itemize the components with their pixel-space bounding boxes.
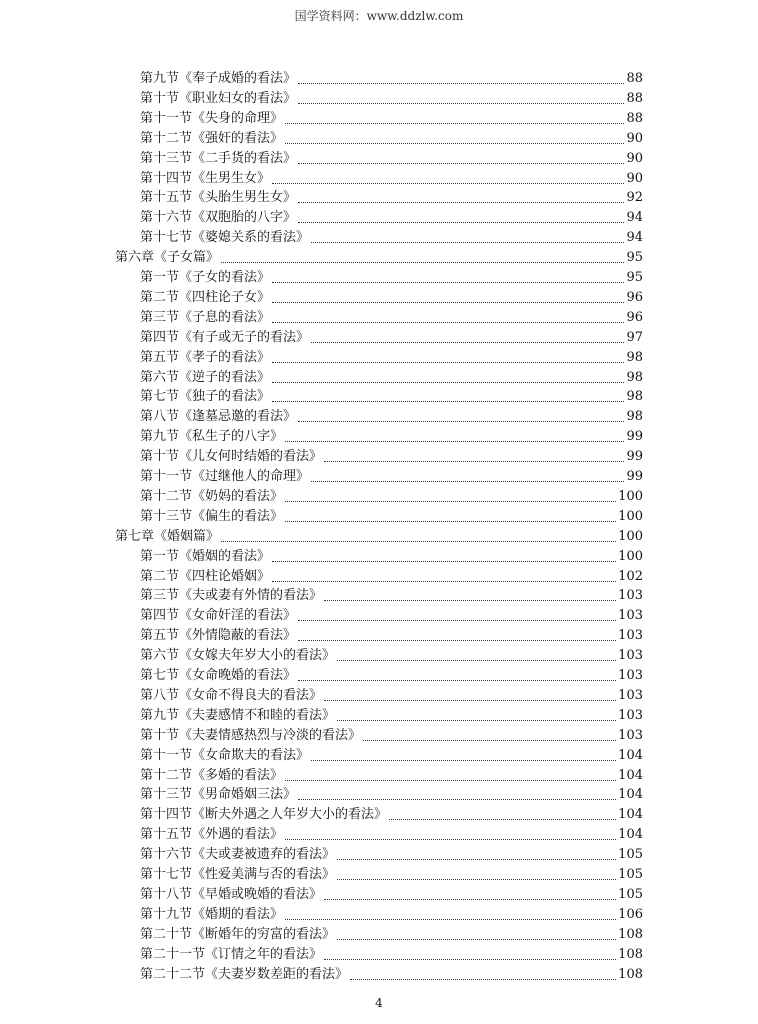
- toc-entry-page: 92: [626, 190, 643, 206]
- toc-entry-page: 103: [618, 588, 643, 604]
- toc-entry-page: 100: [618, 528, 643, 544]
- toc-entry-page: 103: [618, 668, 643, 683]
- toc-entry-title: 第一节《子女的看法》: [140, 270, 271, 285]
- dot-leader: [337, 858, 616, 860]
- toc-section-entry[interactable]: [140, 945, 643, 965]
- dot-leader: [298, 221, 624, 223]
- toc-section-entry[interactable]: [140, 825, 643, 845]
- dot-leader: [285, 520, 616, 522]
- toc-section-entry[interactable]: [140, 865, 643, 885]
- dot-leader: [272, 182, 624, 184]
- toc-entry-page: 103: [618, 727, 643, 743]
- toc-entry-title: 第二十二节《夫妻岁数差距的看法》: [140, 966, 349, 982]
- toc-entry-title: 第七节《独子的看法》: [140, 389, 271, 405]
- toc-entry-page: 100: [618, 508, 643, 524]
- toc-entry-title: 第十节《职业妇女的看法》: [140, 90, 297, 106]
- toc-entry-page: 97: [626, 329, 643, 345]
- dot-leader: [350, 978, 616, 980]
- toc-entry-title: 第十三节《二手货的看法》: [140, 150, 297, 166]
- toc-section-entry[interactable]: [140, 586, 643, 606]
- toc-section-entry[interactable]: [140, 228, 643, 248]
- toc-section-entry[interactable]: [140, 766, 643, 786]
- toc-section-entry[interactable]: [140, 169, 643, 189]
- toc-section-entry[interactable]: [140, 447, 643, 467]
- toc-entry-title: 第十三节《男命婚姻三法》: [140, 787, 297, 803]
- toc-entry-page: 103: [618, 648, 643, 664]
- dot-leader: [272, 321, 624, 323]
- dot-leader: [311, 480, 624, 482]
- toc-entry-page: 105: [618, 847, 643, 863]
- toc-entry-title: 第三节《子息的看法》: [140, 309, 271, 325]
- toc-section-entry[interactable]: [140, 606, 643, 626]
- dot-leader: [272, 361, 624, 363]
- dot-leader: [285, 122, 624, 124]
- dot-leader: [285, 440, 624, 442]
- toc-entry-page: 88: [626, 110, 643, 126]
- toc-entry-title: 第二节《四柱论子女》: [140, 289, 271, 305]
- toc-entry-page: 100: [618, 488, 643, 504]
- toc-entry-title: 第十五节《外遇的看法》: [140, 827, 284, 843]
- dot-leader: [298, 798, 616, 800]
- toc-entry-page: 90: [626, 150, 643, 166]
- toc-section-entry[interactable]: [140, 805, 643, 825]
- dot-leader: [311, 759, 616, 761]
- toc-entry-title: 第九节《夫妻感情不和睦的看法》: [140, 707, 336, 723]
- dot-leader: [298, 619, 616, 621]
- toc-entry-title: 第五节《外情隐蔽的看法》: [140, 628, 297, 644]
- toc-entry-title: 第八节《逢墓忌邀的看法》: [140, 409, 297, 425]
- toc-section-entry[interactable]: [140, 149, 643, 169]
- toc-entry-page: 98: [626, 349, 643, 365]
- dot-leader: [285, 500, 616, 502]
- toc-section-entry[interactable]: [140, 407, 643, 427]
- toc-entry-title: 第二十一节《订情之年的看法》: [140, 946, 323, 962]
- dot-leader: [298, 679, 616, 681]
- toc-section-entry[interactable]: [140, 268, 643, 288]
- toc-entry-title: 第二十节《断婚年的穷富的看法》: [140, 926, 336, 942]
- toc-entry-title: 第八节《女命不得良夫的看法》: [140, 687, 323, 703]
- toc-entry-page: 105: [618, 886, 643, 902]
- toc-entry-page: 98: [626, 369, 643, 385]
- toc-entry-title: 第十二节《多婚的看法》: [140, 767, 284, 783]
- toc-entry-title: 第十六节《双胞胎的八字》: [140, 210, 297, 226]
- dot-leader: [337, 878, 616, 880]
- toc-entry-title: 第十一节《失身的命理》: [140, 110, 284, 126]
- toc-entry-page: 99: [626, 449, 643, 465]
- dot-leader: [363, 739, 616, 741]
- toc-entry-page: 103: [618, 608, 643, 624]
- dot-leader: [324, 699, 616, 701]
- toc-entry-title: 第十二节《强奸的看法》: [140, 130, 284, 146]
- toc-entry-page: 94: [626, 230, 643, 246]
- toc-entry-title: 第十七节《性爱美满与否的看法》: [140, 867, 336, 882]
- toc-section-entry[interactable]: [140, 288, 643, 308]
- toc-entry-page: 108: [618, 926, 643, 942]
- toc-entry-title: 第三节《夫或妻有外情的看法》: [140, 588, 323, 604]
- toc-section-entry[interactable]: [140, 746, 643, 766]
- toc-entry-page: 108: [618, 946, 643, 962]
- toc-section-entry[interactable]: [140, 706, 643, 726]
- toc-entry-page: 98: [626, 409, 643, 425]
- toc-section-entry[interactable]: [140, 726, 643, 746]
- toc-section-entry[interactable]: [140, 109, 643, 129]
- toc-entry-page: 99: [626, 429, 643, 445]
- dot-leader: [285, 142, 624, 144]
- toc-entry-page: 99: [626, 469, 643, 484]
- page-header: 国学资料网：www.ddzlw.com: [294, 9, 464, 23]
- toc-section-entry[interactable]: [140, 646, 643, 666]
- toc-section-entry[interactable]: [140, 188, 643, 208]
- dot-leader: [311, 241, 624, 243]
- dot-leader: [298, 420, 624, 422]
- toc-entry-page: 104: [618, 827, 643, 843]
- toc-entry-title: 第十七节《婆媳关系的看法》: [140, 230, 310, 246]
- page-number: 4: [375, 996, 383, 1010]
- toc-section-entry[interactable]: [140, 487, 643, 507]
- toc-entry-title: 第十四节《断夫外遇之人年岁大小的看法》: [140, 807, 388, 823]
- toc-entry-title: 第一节《婚姻的看法》: [140, 548, 271, 564]
- toc-entry-page: 100: [618, 548, 643, 564]
- dot-leader: [298, 102, 624, 104]
- toc-entry-title: 第九节《奉子成婚的看法》: [140, 71, 297, 86]
- toc-section-entry[interactable]: [140, 348, 643, 368]
- dot-leader: [272, 580, 616, 582]
- toc-section-entry[interactable]: [140, 308, 643, 328]
- toc-section-entry[interactable]: [140, 905, 643, 925]
- dot-leader: [285, 838, 616, 840]
- toc-section-entry[interactable]: [140, 965, 643, 985]
- dot-leader: [221, 540, 616, 542]
- toc-entry-page: 96: [626, 289, 643, 305]
- toc-section-entry[interactable]: [140, 387, 643, 407]
- toc-entry-page: 104: [618, 807, 643, 823]
- dot-leader: [272, 381, 624, 383]
- dot-leader: [272, 400, 624, 402]
- toc-section-entry[interactable]: [140, 368, 643, 388]
- dot-leader: [324, 460, 624, 462]
- toc-section-entry[interactable]: [140, 547, 643, 567]
- toc-entry-title: 第七章《婚姻篇》: [115, 528, 220, 544]
- toc-section-entry[interactable]: [140, 427, 643, 447]
- toc-entry-page: 103: [618, 687, 643, 703]
- dot-leader: [272, 560, 616, 562]
- toc-entry-page: 105: [618, 867, 643, 882]
- dot-leader: [337, 659, 616, 661]
- toc-entry-page: 102: [618, 568, 643, 584]
- toc-section-entry[interactable]: [140, 666, 643, 686]
- toc-entry-title: 第十二节《奶妈的看法》: [140, 488, 284, 504]
- toc-entry-title: 第十四节《生男生女》: [140, 170, 271, 186]
- toc-entry-page: 104: [618, 767, 643, 783]
- toc-entry-page: 104: [618, 787, 643, 803]
- toc-chapter-entry[interactable]: [115, 248, 643, 268]
- toc-section-entry[interactable]: [140, 567, 643, 587]
- toc-entry-title: 第九节《私生子的八字》: [140, 429, 284, 445]
- toc-entry-title: 第四节《有子或无子的看法》: [140, 329, 310, 345]
- toc-section-entry[interactable]: [140, 328, 643, 348]
- toc-entry-page: 96: [626, 309, 643, 325]
- dot-leader: [221, 261, 624, 263]
- toc-entry-page: 95: [626, 270, 643, 285]
- dot-leader: [298, 82, 624, 84]
- toc-section-entry[interactable]: [140, 686, 643, 706]
- toc-entry-title: 第十一节《女命欺夫的看法》: [140, 747, 310, 763]
- toc-entry-title: 第十八节《早婚或晚婚的看法》: [140, 886, 323, 902]
- toc-section-entry[interactable]: [140, 467, 643, 487]
- toc-entry-page: 103: [618, 628, 643, 644]
- toc-section-entry[interactable]: [140, 925, 643, 945]
- toc-section-entry[interactable]: [140, 785, 643, 805]
- toc-entry-title: 第十一节《过继他人的命理》: [140, 469, 310, 484]
- toc-section-entry[interactable]: [140, 507, 643, 527]
- dot-leader: [324, 898, 616, 900]
- toc-entry-page: 108: [618, 966, 643, 982]
- dot-leader: [272, 301, 624, 303]
- dot-leader: [298, 162, 624, 164]
- toc-section-entry[interactable]: [140, 626, 643, 646]
- toc-entry-page: 98: [626, 389, 643, 405]
- toc-entry-title: 第六章《子女篇》: [115, 250, 220, 266]
- toc-entry-page: 95: [626, 250, 643, 266]
- toc-section-entry[interactable]: [140, 885, 643, 905]
- dot-leader: [298, 201, 624, 203]
- toc-entry-title: 第六节《逆子的看法》: [140, 369, 271, 385]
- toc-entry-page: 90: [626, 130, 643, 146]
- dot-leader: [272, 281, 624, 283]
- toc-entry-title: 第二节《四柱论婚姻》: [140, 568, 271, 584]
- toc-entry-title: 第十三节《偏生的看法》: [140, 508, 284, 524]
- toc-entry-page: 88: [626, 71, 643, 86]
- dot-leader: [285, 918, 616, 920]
- dot-leader: [298, 639, 616, 641]
- toc-entry-page: 106: [618, 906, 643, 922]
- toc-entry-title: 第四节《女命奸淫的看法》: [140, 608, 297, 624]
- toc-section-entry[interactable]: [140, 129, 643, 149]
- toc-entry-title: 第十五节《头胎生男生女》: [140, 190, 297, 206]
- dot-leader: [389, 818, 616, 820]
- toc-chapter-entry[interactable]: [115, 527, 643, 547]
- toc-entry-title: 第五节《孝子的看法》: [140, 349, 271, 365]
- dot-leader: [311, 341, 624, 343]
- toc-entry-page: 103: [618, 707, 643, 723]
- toc-entry-page: 94: [626, 210, 643, 226]
- toc-entry-page: 90: [626, 170, 643, 186]
- dot-leader: [324, 599, 616, 601]
- toc-section-entry[interactable]: [140, 208, 643, 228]
- toc-entry-page: 104: [618, 747, 643, 763]
- toc-section-entry[interactable]: [140, 89, 643, 109]
- dot-leader: [337, 938, 616, 940]
- toc-entry-page: 88: [626, 90, 643, 106]
- toc-entry-title: 第十六节《夫或妻被遗弃的看法》: [140, 847, 336, 863]
- toc-section-entry[interactable]: [140, 845, 643, 865]
- dot-leader: [285, 779, 616, 781]
- toc-entry-title: 第十九节《婚期的看法》: [140, 906, 284, 922]
- dot-leader: [324, 958, 616, 960]
- dot-leader: [337, 719, 616, 721]
- toc-entry-title: 第六节《女嫁夫年岁大小的看法》: [140, 648, 336, 664]
- toc-entry-title: 第十节《夫妻情感热烈与冷淡的看法》: [140, 727, 362, 743]
- toc-entry-title: 第七节《女命晚婚的看法》: [140, 668, 297, 683]
- toc-section-entry[interactable]: [140, 69, 643, 89]
- toc-entry-title: 第十节《儿女何时结婚的看法》: [140, 449, 323, 465]
